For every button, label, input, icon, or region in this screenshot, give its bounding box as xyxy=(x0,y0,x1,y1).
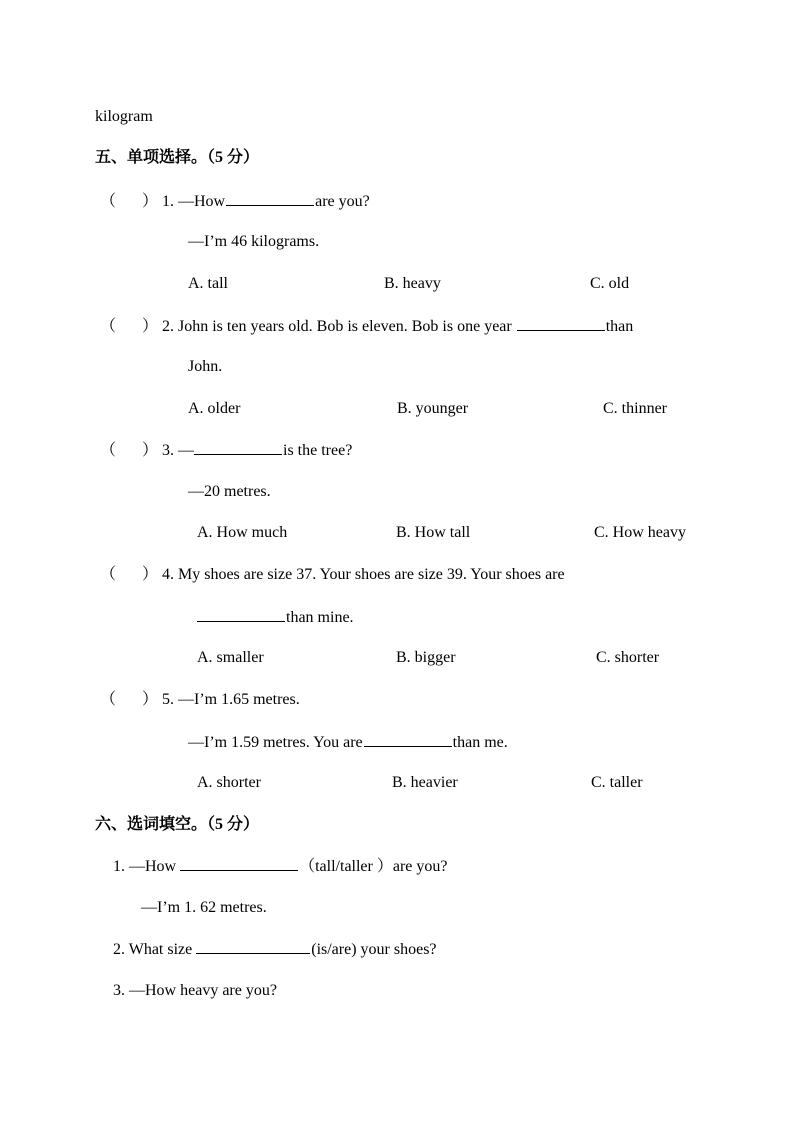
question-4-line2 xyxy=(197,607,354,628)
question-2-line2: John. xyxy=(188,358,223,375)
fill-item-1-answer: —I’m 1. 62 metres. xyxy=(141,899,267,916)
option-a: A. How much xyxy=(197,524,288,541)
answer-blank[interactable] xyxy=(180,856,298,871)
top-word: kilogram xyxy=(95,108,153,125)
question-1-line2: —I’m 46 kilograms. xyxy=(188,233,320,250)
option-c: C. taller xyxy=(591,774,643,791)
question-stem-end: than mine. xyxy=(286,609,354,626)
answer-blank[interactable] xyxy=(226,191,314,206)
section5-heading: 五、单项选择。（5 分） xyxy=(95,149,260,166)
option-b: B. heavier xyxy=(392,774,458,791)
option-c: C. shorter xyxy=(596,649,660,666)
option-c: C. old xyxy=(590,275,630,292)
question-number: 2. xyxy=(162,318,174,335)
answer-blank[interactable] xyxy=(196,939,310,954)
question-stem-end: than xyxy=(605,318,634,335)
answer-paren[interactable]: （ ） xyxy=(100,442,159,459)
option-b: B. heavy xyxy=(384,275,441,292)
question-stem: —I’m 1.65 metres. xyxy=(178,691,300,708)
option-b: B. How tall xyxy=(396,524,471,541)
question-1 xyxy=(100,191,370,212)
question-stem-end: than me. xyxy=(452,734,508,751)
question-number: 5. xyxy=(162,691,174,708)
option-b: B. younger xyxy=(397,400,469,417)
fill-item-2: 2. What size (is/are) your shoes? xyxy=(113,941,437,958)
question-stem: —I’m 1.59 metres. You are xyxy=(188,734,363,751)
question-2 xyxy=(100,316,633,337)
question-3-line2: —20 metres. xyxy=(188,483,271,500)
section6-heading: 六、选词填空。（5 分） xyxy=(95,816,260,833)
question-5-line2 xyxy=(188,732,508,753)
question-stem: —How xyxy=(178,193,226,210)
question-stem: — xyxy=(178,442,194,459)
answer-blank[interactable] xyxy=(194,440,282,455)
option-a: A. tall xyxy=(188,275,228,292)
option-a: A. older xyxy=(188,400,241,417)
question-stem: My shoes are size 37. Your shoes are size 39. Your shoes are xyxy=(178,566,565,583)
fill-item-1: 1. —How （tall/taller ）are you? xyxy=(113,858,448,875)
option-b: B. bigger xyxy=(396,649,456,666)
question-stem-end: are you? xyxy=(315,193,370,210)
question-number: 1. xyxy=(162,193,174,210)
question-stem: John is ten years old. Bob is eleven. Bob is one year xyxy=(178,318,512,335)
question-4 xyxy=(100,565,565,585)
option-c: C. How heavy xyxy=(594,524,686,541)
question-number: 4. xyxy=(162,566,174,583)
answer-blank[interactable] xyxy=(364,732,452,747)
fill-item-3: 3. —How heavy are you? xyxy=(113,982,277,999)
answer-blank[interactable] xyxy=(517,316,605,331)
option-a: A. smaller xyxy=(197,649,264,666)
question-3 xyxy=(100,440,352,461)
answer-paren[interactable]: （ ） xyxy=(100,193,159,210)
question-stem-end: is the tree? xyxy=(283,442,353,459)
question-5 xyxy=(100,690,300,710)
question-number: 3. xyxy=(162,442,174,459)
answer-blank[interactable] xyxy=(197,607,285,622)
answer-paren[interactable]: （ ） xyxy=(100,566,159,583)
option-c: C. thinner xyxy=(603,400,667,417)
answer-paren[interactable]: （ ） xyxy=(100,691,159,708)
option-a: A. shorter xyxy=(197,774,261,791)
answer-paren[interactable]: （ ） xyxy=(100,318,159,335)
